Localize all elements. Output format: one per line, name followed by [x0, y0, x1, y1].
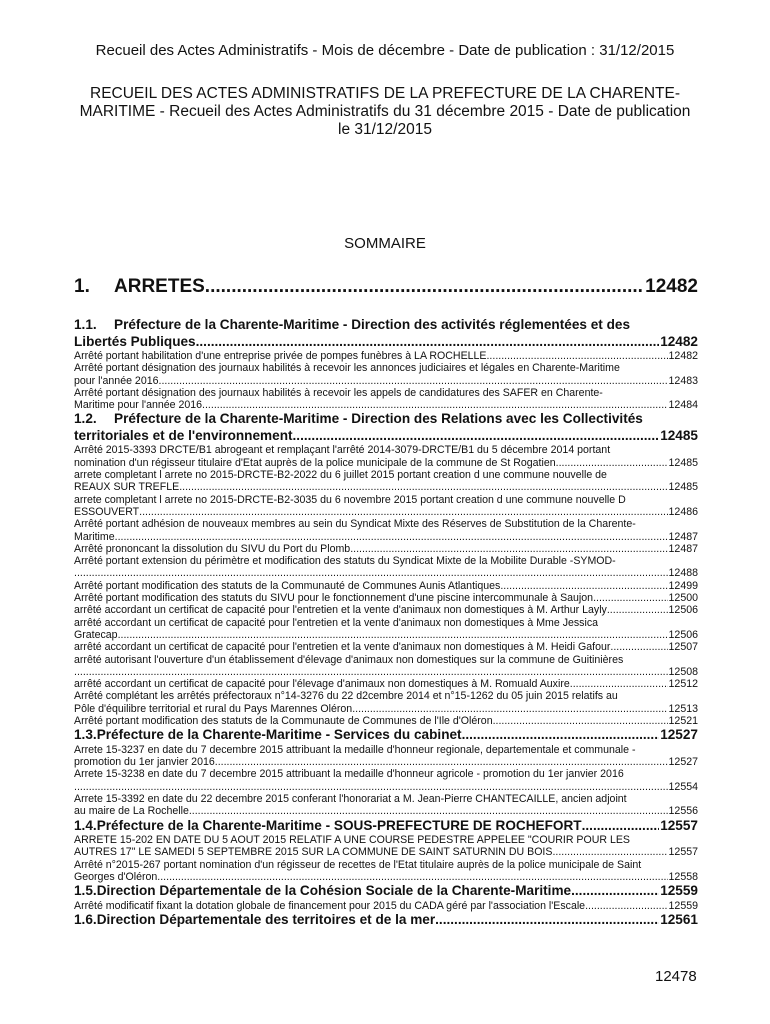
item-title: Gratecap — [74, 628, 118, 641]
entry-line — [74, 555, 698, 567]
dot-leader — [74, 666, 668, 678]
item-page: 12559 — [668, 899, 698, 912]
item-page: 12487 — [668, 542, 698, 555]
dot-leader — [205, 276, 644, 298]
entry-line — [74, 518, 698, 530]
dot-leader — [118, 629, 668, 641]
toc-subsection-entry[interactable] — [74, 411, 698, 444]
item-page: 12506 — [668, 604, 698, 617]
entry-line — [74, 604, 698, 616]
subsection-page: 12561 — [660, 912, 698, 928]
dot-leader — [593, 592, 667, 604]
section-title: ARRETES — [114, 276, 205, 297]
subsection-number: 1.4. — [74, 817, 97, 833]
toc-item-entry[interactable] — [74, 518, 698, 543]
toc-subsection-entry[interactable] — [74, 317, 698, 350]
entry-line — [74, 703, 698, 715]
subsection-page: 12557 — [660, 817, 698, 833]
toc-item-entry[interactable] — [74, 617, 698, 642]
toc-section-entry[interactable] — [74, 276, 698, 298]
toc-item-entry[interactable] — [74, 604, 698, 616]
entry-line — [74, 592, 698, 604]
entry-line — [74, 744, 698, 756]
dot-leader — [189, 805, 668, 817]
title-line: MARITIME - Recueil des Actes Administratifs du 31 décembre 2015 - Date de publication — [79, 103, 691, 120]
entry-line — [74, 900, 698, 912]
entry-line — [74, 846, 698, 858]
item-page: 12558 — [668, 870, 698, 883]
toc-item-entry[interactable] — [74, 469, 698, 494]
toc-item-entry[interactable] — [74, 654, 698, 679]
item-title: Arrete 15-3392 en date du 22 decembre 2015 conferant l'honorariat a M. Jean-Pierre CHANTECAILLE, ancien adjoint — [74, 793, 627, 805]
toc-item-entry[interactable] — [74, 580, 698, 592]
entry-line — [74, 444, 698, 456]
subsection-title: Préfecture de la Charente-Maritime - Direction des activités réglementées et des — [114, 317, 630, 332]
item-title: Arrêté portant adhésion de nouveaux membres au sein du Syndicat Mixte des Réserves de Substitution de la Charente- — [74, 518, 636, 531]
item-page: 12527 — [668, 756, 698, 769]
dot-leader — [74, 567, 668, 579]
item-page: 12486 — [668, 505, 698, 518]
entry-line — [74, 818, 698, 835]
dot-leader — [139, 506, 667, 518]
toc-subsection-entry[interactable] — [74, 818, 698, 835]
subsection-number: 1.6. — [74, 912, 97, 928]
entry-line — [74, 387, 698, 399]
dot-leader — [607, 604, 668, 616]
entry-line — [74, 654, 698, 666]
toc-item-entry[interactable] — [74, 494, 698, 519]
dot-leader — [582, 818, 660, 835]
item-title: arrêté accordant un certificat de capacité pour l'entretien et la vente d'animaux non domestiques à Mme Jessica — [74, 616, 599, 629]
item-title: arrêté accordant un certificat de capacité pour l'entretien et la vente d'animaux non domestiques à M. Arthur Layly — [74, 604, 607, 617]
entry-line — [74, 781, 698, 793]
item-page: 12556 — [668, 805, 698, 818]
toc-item-entry[interactable] — [74, 592, 698, 604]
item-page: 12506 — [668, 628, 698, 641]
item-title: arrêté accordant un certificat de capacité pour l'entretien et la vente d'animaux non domestiques à M. Heidi Gafour — [74, 641, 611, 654]
dot-leader — [159, 375, 668, 387]
entry-line — [74, 334, 698, 351]
item-title: Pôle d'équilibre territorial et rural du Pays Marennes Oléron — [74, 702, 353, 715]
dot-leader — [486, 350, 667, 362]
toc-item-entry[interactable] — [74, 900, 698, 912]
entry-line — [74, 531, 698, 543]
subsection-number: 1.5. — [74, 883, 97, 899]
item-title: arrete completant l arrete no 2015-DRCTE-B2-2022 du 6 juillet 2015 portant creation d une commune nouvelle de — [74, 469, 607, 482]
entry-line — [74, 805, 698, 817]
toc-subsection-entry[interactable] — [74, 883, 698, 900]
dot-leader — [74, 781, 668, 793]
dot-leader — [202, 399, 667, 411]
entry-line — [74, 494, 698, 506]
subsection-page: 12482 — [660, 333, 698, 349]
subsection-title: Préfecture de la Charente-Maritime - Services du cabinet — [96, 727, 462, 743]
subsection-title: Préfecture de la Charente-Maritime - Direction des Relations avec les Collectivités — [114, 411, 643, 427]
item-title: REAUX SUR TREFLE — [74, 481, 180, 494]
entry-line — [74, 666, 698, 678]
section-number: 1. — [74, 276, 90, 297]
sommaire-heading: SOMMAIRE — [344, 235, 426, 252]
dot-leader — [157, 871, 667, 883]
entry-line — [74, 457, 698, 469]
item-page: 12482 — [668, 350, 698, 362]
dot-leader — [352, 703, 667, 715]
item-page: 12483 — [668, 374, 698, 387]
entry-line — [74, 375, 698, 387]
item-title: Maritime — [74, 530, 115, 543]
item-title: Arrêté portant désignation des journaux habilités à recevoir les appels de candidatures des SAFER en Charente- — [74, 386, 603, 399]
entry-line — [74, 678, 698, 690]
entry-line — [74, 317, 698, 334]
item-title: Maritime pour l'année 2016 — [74, 399, 203, 412]
item-title: arrêté autorisant l'ouverture d'un établissement d'élevage d'animaux non domestiques sur la commune de Guitinières — [74, 653, 624, 666]
dot-leader — [585, 900, 667, 912]
subsection-number: 1.3. — [74, 727, 97, 743]
toc-item-entry[interactable] — [74, 715, 698, 727]
entry-line — [74, 411, 698, 428]
entry-line — [74, 362, 698, 374]
dot-leader — [196, 334, 660, 351]
entry-line — [74, 727, 698, 744]
dot-leader — [179, 481, 667, 493]
item-title: ESSOUVERT — [74, 505, 140, 518]
item-page: 12488 — [668, 567, 698, 580]
dot-leader — [493, 715, 668, 727]
entry-line — [74, 768, 698, 780]
dot-leader — [350, 543, 667, 555]
item-page: 12500 — [668, 592, 698, 605]
section-page: 12482 — [645, 276, 698, 297]
entry-line — [74, 469, 698, 481]
subsection-number: 1.1. — [74, 317, 97, 332]
item-page: 12513 — [668, 702, 698, 715]
entry-line — [74, 617, 698, 629]
item-title: AUTRES 17" LE SAMEDI 5 SEPTEMBRE 2015 SUR LA COMMUNE DE SAINT SATURNIN DU BOIS — [74, 846, 553, 859]
toc-item-entry[interactable] — [74, 641, 698, 653]
item-page: 12485 — [668, 456, 698, 469]
item-title: Arrêté portant habilitation d'une entreprise privée de pompes funèbres à LA ROCHELLE — [74, 350, 487, 362]
subsection-title: Préfecture de la Charente-Maritime - SOUS-PREFECTURE DE ROCHEFORT — [96, 817, 582, 833]
item-title: Arrêté portant désignation des journaux habilités à recevoir les annonces judiciaires et légales en Charente-Maritime — [74, 362, 620, 375]
item-title: Arrêté 2015-3393 DRCTE/B1 abrogeant et remplaçant l'arrêté 2014-3079-DRCTE/B1 du 5 décembre 2014 portant — [74, 444, 611, 457]
item-page: 12507 — [668, 641, 698, 654]
toc-item-entry[interactable] — [74, 444, 698, 469]
item-title: Arrêté complétant les arrêtés préfectoraux n°14-3276 du 22 d2cembre 2014 et n°15-1262 du 05 juin 2015 relatifs au — [74, 690, 618, 703]
toc-subsection-entry[interactable] — [74, 912, 698, 929]
item-page: 12554 — [668, 780, 698, 793]
subsection-title: Direction Départementale de la Cohésion Sociale de la Charente-Maritime — [96, 883, 572, 899]
dot-leader — [571, 883, 659, 900]
table-of-contents — [74, 276, 698, 929]
item-title: pour l'année 2016 — [74, 374, 159, 387]
entry-line — [74, 543, 698, 555]
toc-item-entry[interactable] — [74, 350, 698, 362]
dot-leader — [435, 912, 659, 929]
item-title: Arrêté prononcant la dissolution du SIVU du Port du Plomb — [74, 542, 351, 555]
toc-item-entry[interactable] — [74, 387, 698, 412]
entry-line — [74, 428, 698, 445]
page-number: 12478 — [655, 968, 697, 985]
dot-leader — [462, 727, 660, 744]
subsection-number: 1.2. — [74, 411, 97, 427]
item-page: 12487 — [668, 530, 698, 543]
item-title: Arrêté portant modification des statuts de la Communaute de Communes de l'Ile d'Oléron — [74, 715, 493, 728]
subsection-page: 12485 — [660, 427, 698, 443]
item-title: Arrêté n°2015-267 portant nomination d'un régisseur de recettes de l'Etat titulaire auprès de la police municipale de Saint — [74, 858, 642, 871]
item-page: 12499 — [668, 579, 698, 592]
item-title: arrete completant l arrete no 2015-DRCTE-B2-3035 du 6 novembre 2015 portant creation d une commune nouvelle D — [74, 493, 626, 506]
item-title: ARRETE 15-202 EN DATE DU 5 AOUT 2015 RELATIF A UNE COURSE PEDESTRE APPELEE "COURIR POUR LES — [74, 834, 630, 847]
item-title: nomination d'un régisseur titulaire d'Etat auprès de la police municipale de la commune de St Rogatien — [74, 456, 556, 469]
item-page: 12484 — [668, 399, 698, 412]
toc-item-entry[interactable] — [74, 543, 698, 555]
entry-line — [74, 641, 698, 653]
dot-leader — [552, 846, 667, 858]
item-title: Arrêté portant modification des statuts du SIVU pour le fonctionnement d'une piscine intercommunale à Saujon — [74, 592, 594, 605]
toc-item-entry[interactable] — [74, 690, 698, 715]
entry-line — [74, 883, 698, 900]
item-page: 12512 — [668, 678, 698, 691]
entry-line — [74, 912, 698, 929]
toc-item-entry[interactable] — [74, 793, 698, 818]
item-title: au maire de La Rochelle — [74, 805, 189, 818]
dot-leader — [215, 756, 668, 768]
dot-leader — [500, 580, 667, 592]
item-title: Arrêté portant modification des statuts de la Communauté de Communes Aunis Atlantiques — [74, 579, 501, 592]
subsection-title: Libertés Publiques — [74, 333, 196, 349]
document-title — [60, 85, 710, 139]
entry-line — [74, 350, 698, 362]
dot-leader — [115, 531, 668, 543]
toc-subsection-entry[interactable] — [74, 727, 698, 744]
entry-line — [74, 481, 698, 493]
entry-line — [74, 871, 698, 883]
running-header: Recueil des Actes Administratifs - Mois de décembre - Date de publication : 31/12/2015 — [95, 42, 675, 59]
entry-line — [74, 715, 698, 727]
item-page: 12521 — [668, 715, 698, 728]
dot-leader — [293, 428, 660, 445]
item-title: Arrêté modificatif fixant la dotation globale de financement pour 2015 du CADA géré par l'association l'Escale — [74, 899, 586, 912]
item-page: 12485 — [668, 481, 698, 494]
title-line: RECUEIL DES ACTES ADMINISTRATIFS DE LA PREFECTURE DE LA CHARENTE- — [90, 85, 680, 102]
entry-line — [74, 567, 698, 579]
subsection-title: Direction Départementale des territoires et de la mer — [96, 912, 436, 928]
dot-leader — [570, 678, 668, 690]
entry-line — [74, 506, 698, 518]
item-page: 12508 — [668, 665, 698, 678]
item-title: arrêté accordant un certificat de capacité pour l'élevage d'animaux non domestiques à M. Romuald Auxire — [74, 678, 570, 691]
title-line: le 31/12/2015 — [338, 121, 432, 138]
item-title: Arrêté portant extension du périmètre et modification des statuts du Syndicat Mixte de la Mobilite Durable -SYMOD- — [74, 555, 616, 568]
entry-line — [74, 793, 698, 805]
toc-item-entry[interactable] — [74, 744, 698, 769]
subsection-page: 12559 — [660, 883, 698, 899]
item-page: 12557 — [668, 846, 698, 859]
toc-item-entry[interactable] — [74, 555, 698, 580]
item-title: Arrete 15-3238 en date du 7 decembre 2015 attribuant la medaille d'honneur agricole - promotion du 1er janvier 2016 — [74, 768, 624, 781]
entry-line — [74, 580, 698, 592]
toc-item-entry[interactable] — [74, 834, 698, 859]
subsection-title: territoriales et de l'environnement — [74, 427, 293, 443]
dot-leader — [610, 641, 667, 653]
entry-line — [74, 756, 698, 768]
toc-subsections — [74, 317, 698, 929]
entry-line — [74, 399, 698, 411]
entry-line — [74, 690, 698, 702]
subsection-page: 12527 — [660, 727, 698, 743]
entry-line — [74, 859, 698, 871]
toc-item-entry[interactable] — [74, 678, 698, 690]
item-title: promotion du 1er janvier 2016 — [74, 756, 215, 769]
entry-line — [74, 834, 698, 846]
toc-item-entry[interactable] — [74, 859, 698, 884]
item-title: Georges d'Oléron — [74, 870, 158, 883]
dot-leader — [556, 457, 668, 469]
toc-item-entry[interactable] — [74, 362, 698, 387]
toc-item-entry[interactable] — [74, 768, 698, 793]
item-title: Arrete 15-3237 en date du 7 decembre 2015 attribuant la medaille d'honneur regionale, departementale et communale - — [74, 743, 636, 756]
entry-line — [74, 629, 698, 641]
